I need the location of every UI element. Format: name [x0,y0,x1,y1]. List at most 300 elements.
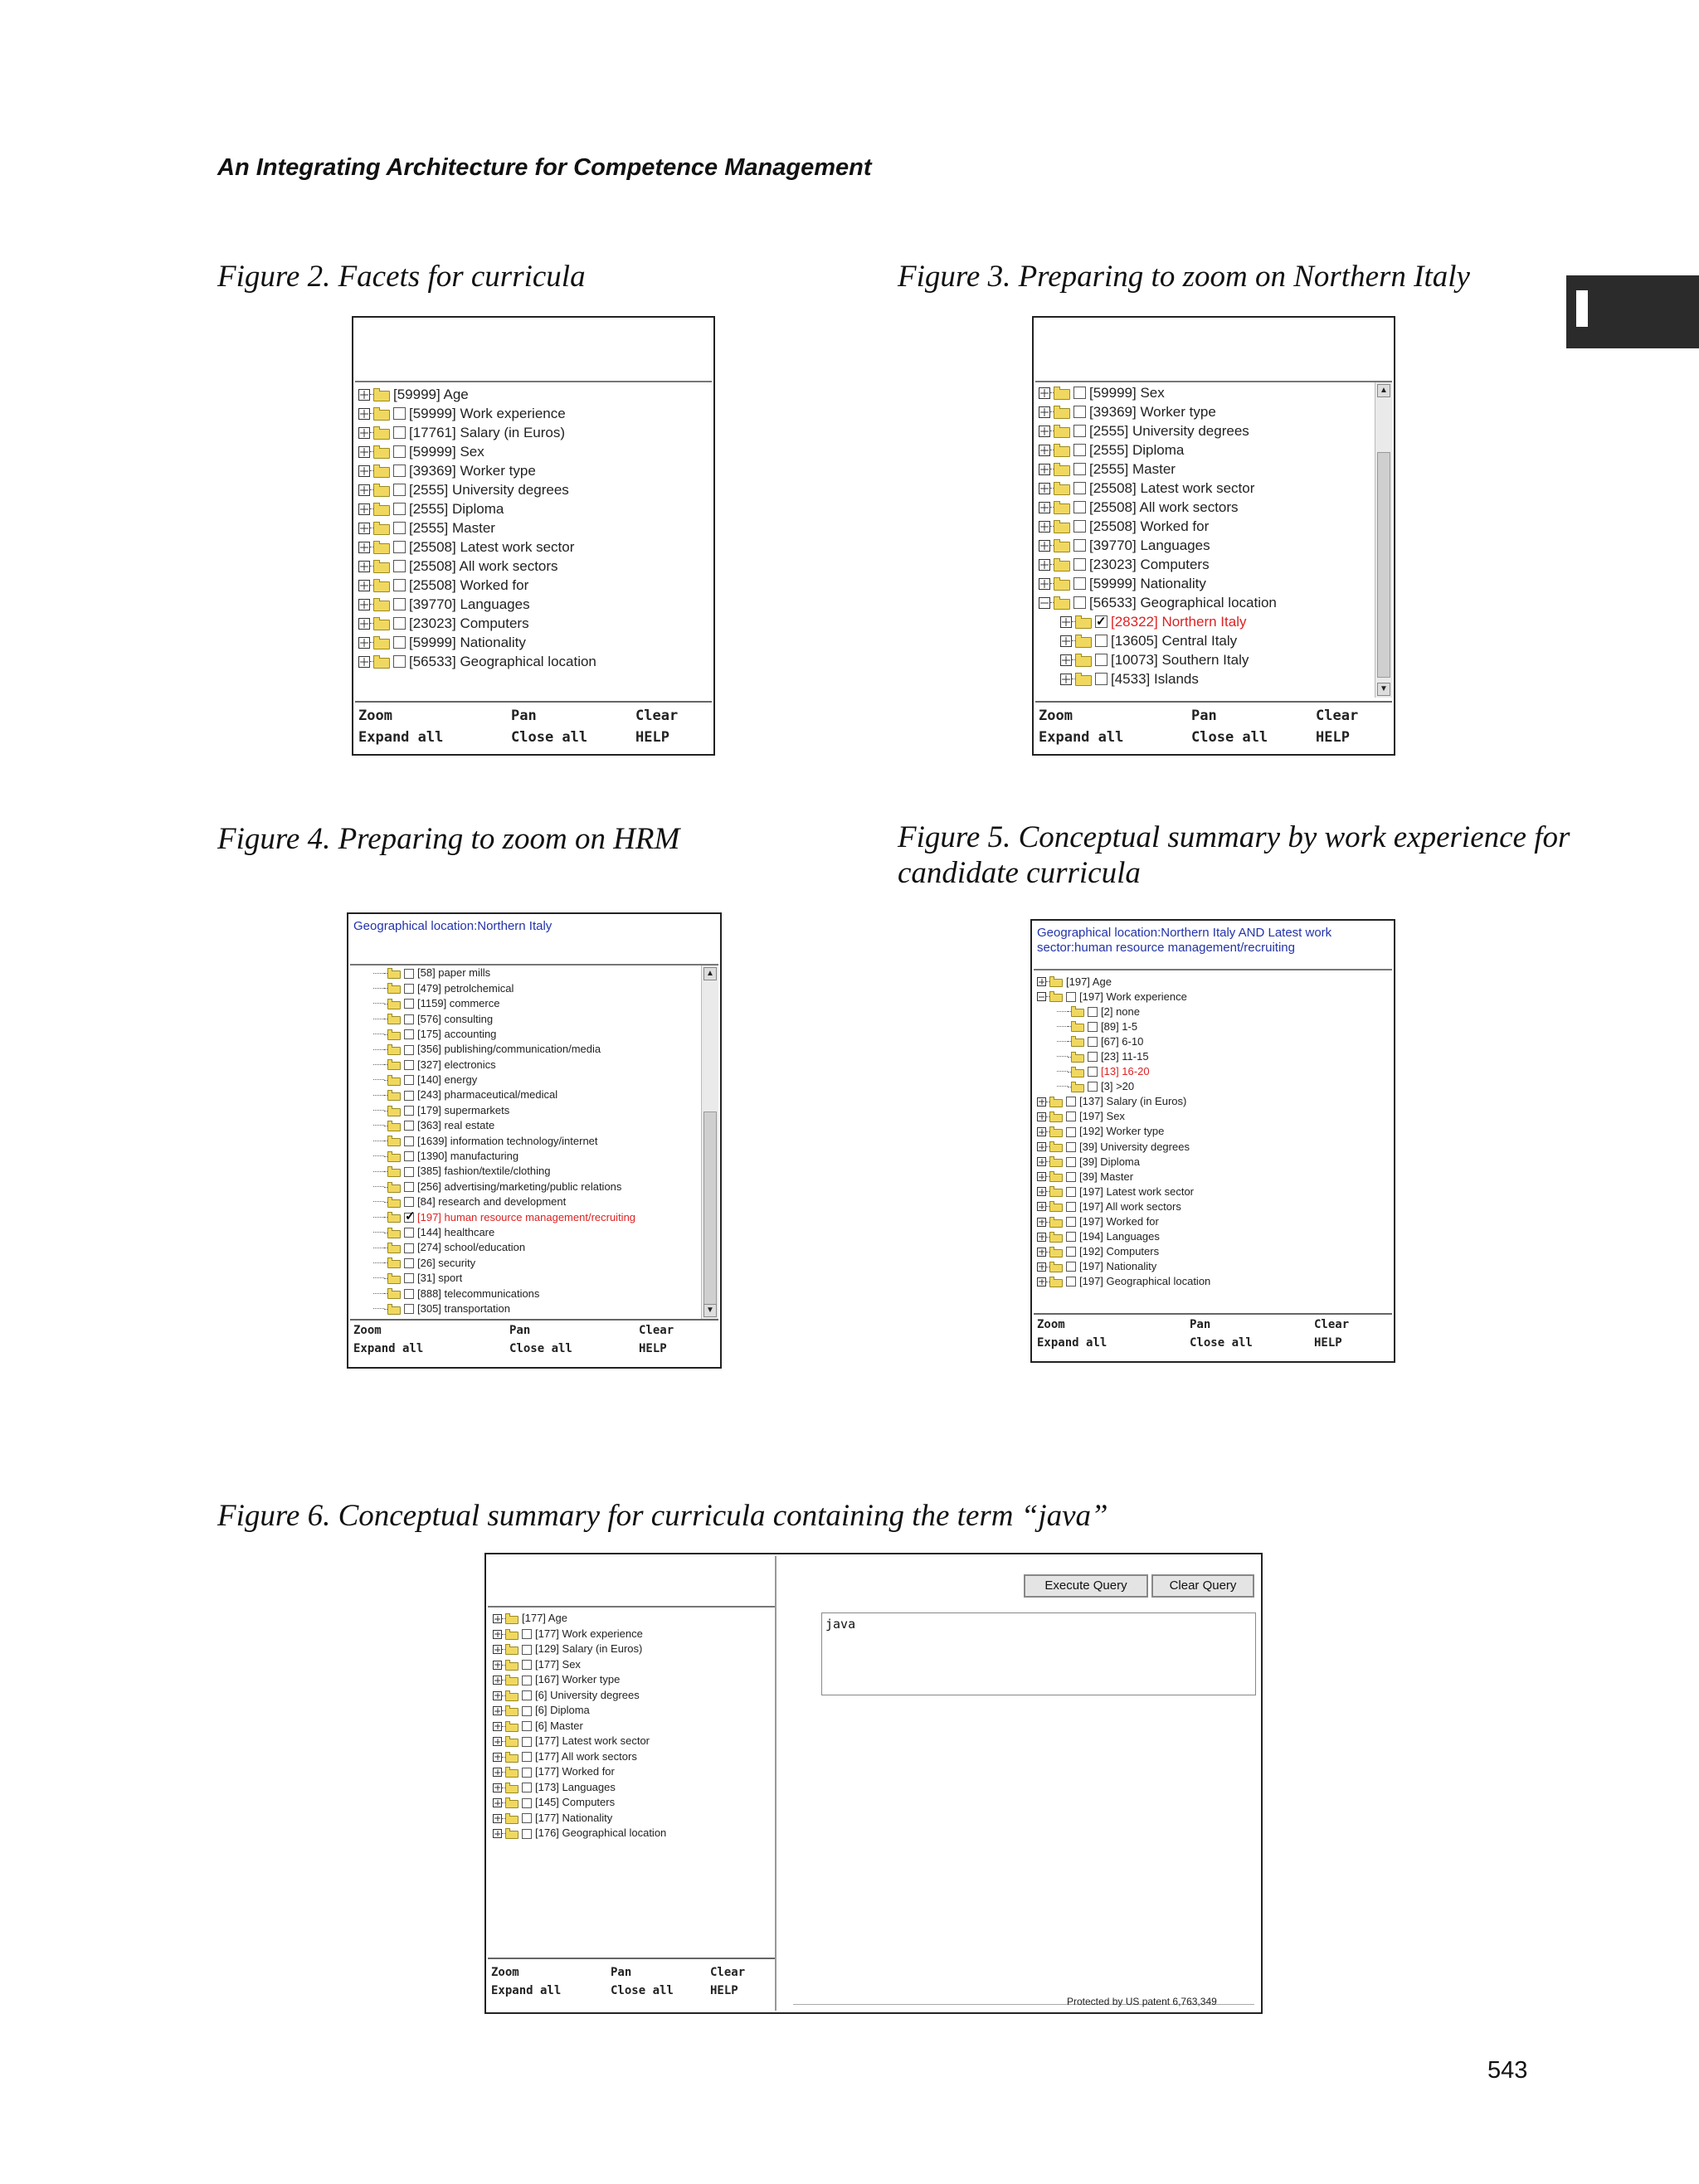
facet-row-worker-type[interactable] [1039,401,1374,421]
facet-checkbox[interactable] [1073,577,1086,590]
facet-row-fashion-textile-clothing[interactable] [353,1164,700,1179]
folder-icon [387,1016,401,1024]
expand-plus-icon[interactable] [1037,1142,1046,1151]
expand-plus-icon[interactable] [358,427,370,439]
expand-plus-icon[interactable] [1039,483,1050,494]
facet-row-university-degrees[interactable] [1039,421,1374,440]
expand-plus-icon[interactable] [358,542,370,553]
facet-checkbox[interactable] [393,636,406,649]
facet-checkbox[interactable] [522,1629,532,1639]
facet-row-master[interactable] [1039,459,1374,478]
execute-query-button[interactable]: Execute Query [1024,1574,1148,1598]
facet-checkbox[interactable] [404,1258,414,1268]
clear-button[interactable]: Clear [635,708,679,724]
facet-row-worked-for[interactable] [493,1764,772,1780]
facet-label: [177] All work sectors [535,1749,637,1763]
facet-checkbox[interactable] [404,1060,414,1070]
facet-checkbox[interactable] [1088,1007,1098,1017]
facet-checkbox[interactable] [404,1136,414,1146]
expand-plus-icon[interactable] [1039,406,1050,418]
expand-plus-icon[interactable] [1039,521,1050,533]
clear-button[interactable]: Clear [639,1324,674,1337]
expand-plus-icon[interactable] [493,1783,502,1792]
facet-row-transportation[interactable] [353,1301,700,1316]
facet-row-all-work-sectors[interactable] [1039,497,1374,516]
facet-row-paper-mills[interactable] [353,966,700,980]
facet-checkbox[interactable] [404,1197,414,1207]
facet-checkbox[interactable] [404,999,414,1009]
expand-plus-icon[interactable] [358,561,370,572]
facet-row-master[interactable] [358,518,694,537]
vertical-scrollbar[interactable] [1375,382,1392,698]
facet-checkbox[interactable] [1095,654,1108,666]
query-display [488,1558,775,1608]
expand-plus-icon[interactable] [493,1691,502,1700]
expand-plus-icon[interactable] [1060,616,1072,628]
facet-row-computers[interactable] [1039,554,1374,573]
facet-checkbox[interactable] [1066,1277,1076,1287]
facet-row-supermarkets[interactable] [353,1103,700,1118]
facet-row-salary-in-euros[interactable] [358,422,694,441]
facet-row-university-degrees[interactable] [358,479,694,499]
facet-checkbox[interactable] [393,617,406,630]
facet-checkbox[interactable] [1073,482,1086,494]
facet-row-computers[interactable] [358,613,694,632]
facet-checkbox[interactable] [522,1737,532,1747]
facet-checkbox[interactable] [1066,1187,1076,1197]
facet-row-worker-type[interactable] [493,1672,772,1688]
expand-plus-icon[interactable] [358,408,370,420]
facet-checkbox[interactable] [522,1645,532,1655]
facet-checkbox[interactable] [522,1676,532,1685]
zoom-button[interactable]: Zoom [1039,708,1073,724]
scroll-thumb[interactable] [703,1111,717,1307]
facet-checkbox[interactable] [393,503,406,515]
zoom-button[interactable]: Zoom [1037,1318,1065,1331]
facet-checkbox[interactable] [404,1121,414,1131]
expand-plus-icon[interactable] [1037,1097,1046,1107]
expand-plus-icon[interactable] [493,1768,502,1777]
facet-checkbox-checked[interactable] [1095,615,1108,628]
facet-checkbox[interactable] [1073,539,1086,552]
expand-plus-icon[interactable] [1037,1157,1046,1166]
facet-row-1-5[interactable] [1037,1019,1389,1034]
expand-plus-icon[interactable] [493,1645,502,1654]
collapse-minus-icon[interactable] [1039,597,1050,609]
facet-label: [327] electronics [417,1058,496,1071]
clear-button[interactable]: Clear [710,1966,746,1979]
expand-plus-icon[interactable] [1037,1248,1046,1257]
expand-plus-icon[interactable] [1039,578,1050,590]
facet-checkbox[interactable] [522,1660,532,1670]
expand-plus-icon[interactable] [493,1630,502,1639]
expand-plus-icon[interactable] [358,484,370,496]
facet-checkbox[interactable] [393,655,406,668]
facet-checkbox[interactable] [404,969,414,979]
facet-row-salary-in-euros[interactable] [493,1642,772,1657]
facet-row-20[interactable] [1037,1079,1389,1094]
expand-plus-icon[interactable] [493,1661,502,1670]
facet-row-languages[interactable] [493,1780,772,1796]
expand-plus-icon[interactable] [1037,977,1046,986]
expand-plus-icon[interactable] [493,1753,502,1762]
facet-checkbox[interactable] [404,1091,414,1101]
facet-checkbox[interactable] [522,1813,532,1823]
facet-checkbox[interactable] [1066,1217,1076,1227]
tree-connector [373,1034,384,1035]
expand-plus-icon[interactable] [358,389,370,401]
facet-checkbox[interactable] [1066,1247,1076,1257]
facet-checkbox[interactable] [393,484,406,496]
expand-plus-icon[interactable] [358,503,370,515]
expand-plus-icon[interactable] [1039,540,1050,552]
facet-row-research-and-development[interactable] [353,1194,700,1209]
facet-checkbox[interactable] [404,1289,414,1299]
facet-checkbox[interactable] [1066,1157,1076,1167]
facet-row-commerce[interactable] [353,996,700,1011]
facet-row-worked-for[interactable] [1037,1214,1389,1229]
facet-row-diploma[interactable] [1039,440,1374,459]
facet-checkbox[interactable] [522,1829,532,1839]
facet-checkbox[interactable] [1088,1022,1098,1032]
facet-row-latest-work-sector[interactable] [1037,1184,1389,1199]
expand-plus-icon[interactable] [1039,502,1050,513]
facet-row-consulting[interactable] [353,1011,700,1026]
expand-plus-icon[interactable] [358,637,370,649]
facet-row-accounting[interactable] [353,1027,700,1042]
pan-button[interactable]: Pan [1191,708,1217,724]
expand-all-button[interactable]: Expand all [358,729,444,746]
facet-checkbox[interactable] [1073,463,1086,475]
expand-plus-icon[interactable] [1060,635,1072,647]
facet-row-university-degrees[interactable] [493,1688,772,1704]
facet-checkbox[interactable] [522,1690,532,1700]
facet-row-computers[interactable] [493,1795,772,1811]
tree-connector [1057,1041,1068,1043]
facet-row-languages[interactable] [1037,1229,1389,1244]
facet-row-geographical-location[interactable] [493,1826,772,1841]
facet-row-sport[interactable] [353,1271,700,1286]
facet-row-diploma[interactable] [358,499,694,518]
facet-row-sex[interactable] [493,1657,772,1673]
facet-label: [39369] Worker type [409,463,536,479]
pan-button[interactable]: Pan [511,708,537,724]
help-button[interactable]: HELP [639,1342,667,1355]
facet-checkbox[interactable] [1066,1202,1076,1212]
facet-row-latest-work-sector[interactable] [493,1734,772,1749]
tree-connector [373,1293,384,1295]
folder-icon [387,1306,401,1315]
facet-row-diploma[interactable] [493,1703,772,1719]
facet-row-salary-in-euros[interactable] [1037,1094,1389,1109]
facet-checkbox[interactable] [404,1029,414,1039]
facet-row-islands[interactable] [1039,669,1374,688]
expand-plus-icon[interactable] [1037,1233,1046,1242]
facet-row-11-15[interactable] [1037,1048,1389,1063]
facet-row-all-work-sectors[interactable] [358,556,694,575]
facet-checkbox[interactable] [393,522,406,534]
expand-plus-icon[interactable] [1037,1172,1046,1181]
facet-row-nationality[interactable] [358,632,694,651]
facet-label: [23] 11-15 [1101,1049,1149,1063]
expand-plus-icon[interactable] [1037,1112,1046,1121]
facet-checkbox[interactable] [1066,1262,1076,1272]
expand-plus-icon[interactable] [493,1614,502,1623]
expand-plus-icon[interactable] [358,618,370,630]
facet-checkbox[interactable] [404,1014,414,1024]
facet-row-healthcare[interactable] [353,1225,700,1240]
collapse-minus-icon[interactable] [1037,992,1046,1001]
expand-plus-icon[interactable] [358,599,370,610]
expand-plus-icon[interactable] [493,1737,502,1746]
facet-checkbox[interactable] [1088,1067,1098,1077]
facet-checkbox[interactable] [1073,406,1086,418]
facet-checkbox[interactable] [522,1798,532,1808]
facet-row-southern-italy[interactable] [1039,649,1374,669]
facet-row-geographical-location[interactable] [1039,592,1374,611]
expand-all-button[interactable]: Expand all [1039,729,1124,746]
facet-checkbox[interactable] [1066,1097,1076,1107]
expand-all-button[interactable]: Expand all [1037,1336,1108,1350]
folder-icon [387,1184,401,1193]
facet-checkbox[interactable] [1088,1052,1098,1062]
facet-checkbox[interactable] [1073,501,1086,513]
facet-checkbox[interactable] [1095,635,1108,647]
help-button[interactable]: HELP [1314,1336,1342,1350]
zoom-button[interactable]: Zoom [491,1966,519,1979]
facet-row-master[interactable] [493,1719,772,1734]
facet-checkbox[interactable] [1066,1127,1076,1137]
facet-row-6-10[interactable] [1037,1034,1389,1048]
expand-plus-icon[interactable] [493,1829,502,1838]
facet-row-computers[interactable] [1037,1244,1389,1259]
facet-checkbox[interactable] [1073,425,1086,437]
expand-all-button[interactable]: Expand all [491,1984,562,1997]
facet-row-petrolchemical[interactable] [353,980,700,995]
facet-row-nationality[interactable] [493,1811,772,1826]
expand-plus-icon[interactable] [358,446,370,458]
expand-plus-icon[interactable] [1060,654,1072,666]
facet-row-school-education[interactable] [353,1240,700,1255]
expand-plus-icon[interactable] [1037,1277,1046,1287]
facet-row-work-experience[interactable] [493,1627,772,1642]
folder-icon [1054,446,1070,457]
facet-checkbox[interactable] [1066,1232,1076,1242]
facet-row-real-estate[interactable] [353,1118,700,1133]
clear-button[interactable]: Clear [1314,1318,1350,1331]
facet-row-northern-italy[interactable] [1039,611,1374,630]
facet-row-energy[interactable] [353,1073,700,1087]
vertical-scrollbar[interactable] [701,966,718,1319]
facet-checkbox[interactable] [1088,1037,1098,1047]
facet-row-geographical-location[interactable] [1037,1274,1389,1289]
expand-plus-icon[interactable] [1037,1187,1046,1196]
facet-row-human-resource-management-recruiting[interactable] [353,1209,700,1224]
facet-checkbox[interactable] [522,1783,532,1792]
expand-plus-icon[interactable] [493,1814,502,1823]
expand-plus-icon[interactable] [1037,1218,1046,1227]
expand-plus-icon[interactable] [358,465,370,477]
facet-row-diploma[interactable] [1037,1154,1389,1169]
facet-checkbox[interactable] [404,1228,414,1238]
facet-row-age[interactable] [493,1611,772,1627]
expand-plus-icon[interactable] [1039,464,1050,475]
facet-row-master[interactable] [1037,1169,1389,1184]
facet-checkbox[interactable] [1073,444,1086,456]
facet-label: [274] school/education [417,1241,526,1254]
facet-row-16-20[interactable] [1037,1064,1389,1079]
scroll-down-arrow[interactable]: ▼ [703,1304,717,1317]
expand-plus-icon[interactable] [493,1676,502,1685]
scroll-down-arrow[interactable]: ▼ [1377,683,1390,696]
facet-row-latest-work-sector[interactable] [1039,478,1374,497]
facet-checkbox[interactable] [393,445,406,458]
facet-checkbox[interactable] [522,1706,532,1716]
expand-plus-icon[interactable] [1037,1202,1046,1211]
facet-checkbox[interactable] [393,465,406,477]
facet-checkbox[interactable] [404,1151,414,1161]
folder-icon [373,505,390,516]
expand-plus-icon[interactable] [493,1722,502,1731]
facet-checkbox[interactable] [404,1243,414,1253]
expand-plus-icon[interactable] [1037,1262,1046,1272]
pan-button[interactable]: Pan [611,1966,632,1979]
folder-icon [373,486,390,497]
tree-connector [373,1232,384,1233]
facet-row-sex[interactable] [358,441,694,460]
expand-plus-icon[interactable] [358,580,370,591]
facet-row-age[interactable] [1037,974,1389,989]
facet-checkbox[interactable] [404,1167,414,1177]
facet-row-worker-type[interactable] [1037,1124,1389,1139]
pan-button[interactable]: Pan [1190,1318,1211,1331]
facet-row-telecommunications[interactable] [353,1286,700,1301]
expand-plus-icon[interactable] [493,1706,502,1715]
facet-row-work-experience[interactable] [1037,989,1389,1004]
zoom-button[interactable]: Zoom [358,708,392,724]
facet-row-latest-work-sector[interactable] [358,537,694,556]
help-button[interactable]: HELP [710,1984,738,1997]
facet-row-work-experience[interactable] [358,403,694,422]
facet-row-sex[interactable] [1037,1109,1389,1124]
facet-checkbox[interactable] [1073,520,1086,533]
expand-plus-icon[interactable] [1037,1127,1046,1136]
close-all-button[interactable]: Close all [1191,729,1268,746]
facet-checkbox[interactable] [1095,673,1108,685]
clear-button[interactable]: Clear [1316,708,1359,724]
facet-checkbox[interactable] [1088,1082,1098,1092]
facet-row-university-degrees[interactable] [1037,1139,1389,1154]
facet-checkbox[interactable] [404,1106,414,1116]
facet-row-geographical-location[interactable] [358,651,694,670]
facet-row-nationality[interactable] [1039,573,1374,592]
expand-plus-icon[interactable] [1060,674,1072,685]
facet-row-pharmaceutical-medical[interactable] [353,1087,700,1102]
facet-checkbox[interactable] [1066,1172,1076,1182]
expand-plus-icon[interactable] [493,1798,502,1807]
facet-row-all-work-sectors[interactable] [493,1749,772,1765]
pan-button[interactable]: Pan [509,1324,531,1337]
expand-plus-icon[interactable] [358,656,370,668]
facet-row-worker-type[interactable] [358,460,694,479]
facet-checkbox[interactable] [1073,558,1086,571]
facet-row-electronics[interactable] [353,1057,700,1072]
facet-checkbox[interactable] [393,407,406,420]
facet-row-publishing-communication-media[interactable] [353,1042,700,1057]
facet-checkbox[interactable] [393,579,406,591]
facet-checkbox[interactable] [522,1752,532,1762]
facet-checkbox[interactable] [404,1182,414,1192]
facet-row-worked-for[interactable] [1039,516,1374,535]
facet-checkbox[interactable] [404,984,414,994]
zoom-button[interactable]: Zoom [353,1324,382,1337]
facet-row-languages[interactable] [1039,535,1374,554]
facet-row-languages[interactable] [358,594,694,613]
facet-checkbox-checked[interactable] [404,1213,414,1223]
facet-checkbox[interactable] [522,1768,532,1778]
folder-icon [387,1214,401,1223]
scroll-thumb[interactable] [1377,452,1390,678]
facet-checkbox[interactable] [393,560,406,572]
facet-row-nationality[interactable] [1037,1259,1389,1274]
facet-label: [2555] University degrees [409,482,569,499]
expand-plus-icon[interactable] [1039,559,1050,571]
facet-checkbox[interactable] [404,1045,414,1055]
expand-plus-icon[interactable] [1039,445,1050,456]
expand-plus-icon[interactable] [358,523,370,534]
facet-row-sex[interactable] [1039,382,1374,401]
facet-checkbox[interactable] [522,1721,532,1731]
facet-checkbox[interactable] [393,541,406,553]
facet-row-all-work-sectors[interactable] [1037,1199,1389,1214]
facet-checkbox[interactable] [393,426,406,439]
facet-row-information-technology-internet[interactable] [353,1133,700,1148]
control-bar [1034,1313,1392,1360]
scroll-up-arrow[interactable]: ▲ [1377,384,1390,397]
help-button[interactable]: HELP [635,729,669,746]
scroll-up-arrow[interactable]: ▲ [703,967,717,980]
facet-label: [59999] Nationality [1089,576,1206,592]
facet-checkbox[interactable] [1066,1111,1076,1121]
facet-row-advertising-marketing-public-relations[interactable] [353,1179,700,1194]
facet-checkbox[interactable] [1073,387,1086,399]
facet-checkbox[interactable] [404,1273,414,1283]
tree-connector [373,1095,384,1097]
expand-plus-icon[interactable] [1039,387,1050,399]
facet-checkbox[interactable] [404,1304,414,1314]
facet-row-manufacturing[interactable] [353,1149,700,1164]
expand-all-button[interactable]: Expand all [353,1342,424,1355]
facet-checkbox[interactable] [404,1075,414,1085]
help-button[interactable]: HELP [1316,729,1350,746]
facet-row-central-italy[interactable] [1039,630,1374,649]
expand-plus-icon[interactable] [1039,426,1050,437]
facet-row-none[interactable] [1037,1004,1389,1019]
facet-row-worked-for[interactable] [358,575,694,594]
facet-checkbox[interactable] [1066,992,1076,1002]
clear-query-button[interactable]: Clear Query [1151,1574,1254,1598]
search-text-area[interactable]: java [821,1612,1256,1695]
close-all-button[interactable]: Close all [511,729,588,746]
close-all-button[interactable]: Close all [611,1984,674,1997]
facet-row-security[interactable] [353,1255,700,1270]
facet-row-age[interactable] [358,384,694,403]
close-all-button[interactable]: Close all [509,1342,572,1355]
close-all-button[interactable]: Close all [1190,1336,1253,1350]
facet-checkbox[interactable] [1073,596,1086,609]
facet-checkbox[interactable] [1066,1142,1076,1152]
facet-checkbox[interactable] [393,598,406,610]
